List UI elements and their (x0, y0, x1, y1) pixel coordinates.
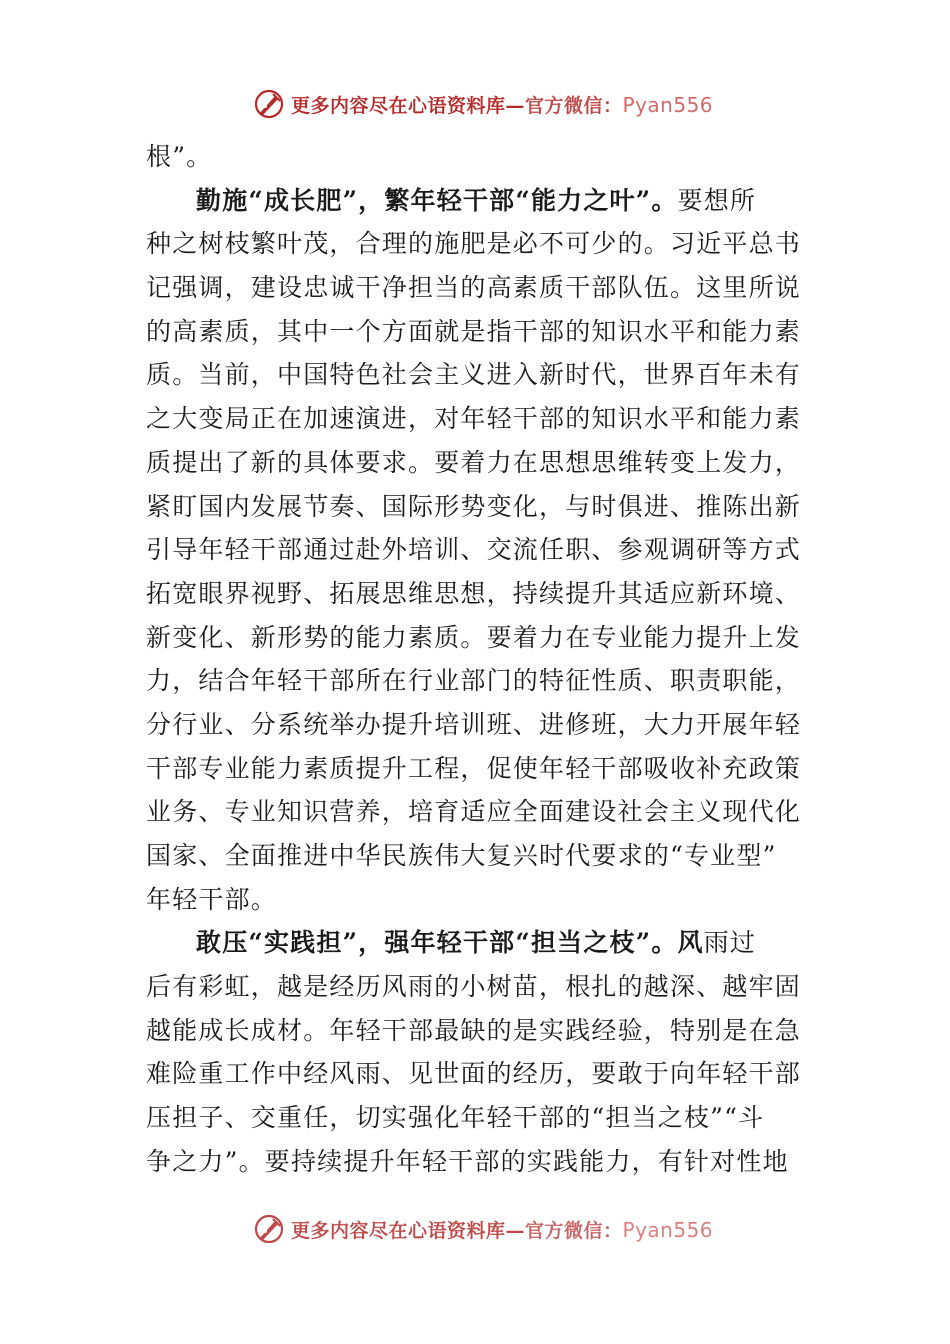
text-line: 国家、全面推进中华民族伟大复兴时代要求的“专业型” (146, 841, 777, 870)
header-banner (0, 82, 950, 126)
text-line: 质提出了新的具体要求。要着力在思想思维转变上发力， (146, 447, 802, 477)
banner-text: 更多内容尽在心语资料库—官方微信：Pyan556 (291, 92, 714, 117)
text-line: 质。当前，中国特色社会主义进入新时代，世界百年未有 (146, 360, 802, 390)
text-line: 拓宽眼界视野、拓展思维思想，持续提升其适应新环境、 (146, 578, 802, 608)
text-run: 雨过 (703, 928, 757, 958)
text-run: 要想所 (677, 185, 757, 215)
text-line: 压担子、交重任，切实强化年轻干部的“担当之枝”“斗 (146, 1103, 765, 1133)
text-line: 种之树枝繁叶茂，合理的施肥是必不可少的。习近平总书 (146, 229, 802, 259)
pen-logo-icon (253, 1213, 285, 1243)
text-line: 的高素质，其中一个方面就是指干部的知识水平和能力素 (146, 316, 802, 346)
text-line: 业务、专业知识营养，培育适应全面建设社会主义现代化 (146, 797, 802, 827)
text-line: 根”。 (146, 142, 213, 171)
text-line: 难险重工作中经风雨、见世面的经历，要敢于向年轻干部 (146, 1059, 802, 1089)
text-line: 紧盯国内发展节奏、国际形势变化，与时俱进、推陈出新 (146, 491, 802, 521)
footer-banner (0, 1203, 950, 1243)
pen-logo-icon (253, 88, 285, 120)
text-line: 新变化、新形势的能力素质。要着力在专业能力提升上发 (146, 622, 802, 652)
text-line: 引导年轻干部通过赴外培训、交流任职、参观调研等方式 (146, 535, 802, 565)
text-line: 分行业、分系统举办提升培训班、进修班，大力开展年轻 (146, 709, 802, 739)
banner-text: 更多内容尽在心语资料库—官方微信：Pyan556 (291, 1217, 714, 1242)
text-line: 之大变局正在加速演进，对年轻干部的知识水平和能力素 (146, 404, 802, 434)
document-body (146, 135, 808, 1184)
text-line: 干部专业能力素质提升工程，促使年轻干部吸收补充政策 (146, 753, 802, 783)
paragraph-heading-line (146, 179, 808, 223)
text-line: 力，结合年轻干部所在行业部门的特征性质、职责职能， (146, 666, 802, 696)
paragraph-heading-line (146, 921, 808, 965)
text-line: 争之力”。要持续提升年轻干部的实践能力，有针对性地 (146, 1146, 789, 1176)
text-line: 越能成长成材。年轻干部最缺的是实践经验，特别是在急 (146, 1015, 802, 1045)
text-line: 年轻干部。 (146, 884, 278, 914)
text-line: 记强调，建设忠诚干净担当的高素质干部队伍。这里所说 (146, 273, 802, 303)
section-heading: 敢压“实践担”，强年轻干部“担当之枝”。风 (196, 928, 704, 958)
text-line: 后有彩虹，越是经历风雨的小树苗，根扎的越深、越牢固 (146, 972, 802, 1002)
section-heading: 勤施“成长肥”，繁年轻干部“能力之叶”。 (196, 185, 678, 215)
